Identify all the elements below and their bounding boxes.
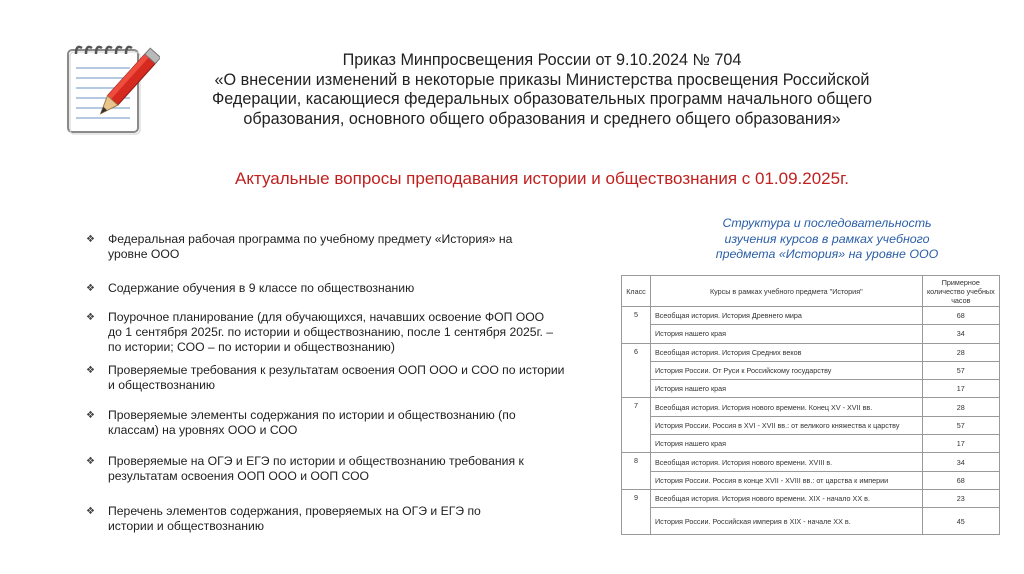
table-row bbox=[622, 416, 1000, 434]
list-item-line: Поурочное планирование (для обучающихся, начавших освоение ФОП ООО bbox=[108, 310, 545, 324]
column-header-class: Класс bbox=[622, 276, 651, 307]
table-caption bbox=[700, 216, 954, 263]
course-cell: Всеобщая история. История нового времени. XVIII в. bbox=[650, 453, 922, 471]
courses-table bbox=[621, 275, 1000, 535]
list-item-line: по истории; СОО – по истории и обществознанию) bbox=[108, 340, 395, 354]
title-line: «О внесении изменений в некоторые приказы Министерства просвещения Российской bbox=[214, 70, 870, 89]
list-item bbox=[86, 363, 606, 393]
hours-cell: 17 bbox=[922, 380, 999, 398]
hours-cell: 57 bbox=[922, 361, 999, 379]
table-row bbox=[622, 508, 1000, 535]
list-item-line: Проверяемые требования к результатам освоения ООП ООО и СОО по истории bbox=[108, 363, 565, 377]
course-cell: Всеобщая история. История нового времени. XIX - начало XX в. bbox=[650, 489, 922, 507]
hours-cell: 28 bbox=[922, 343, 999, 361]
class-cell: 8 bbox=[622, 453, 651, 490]
list-item-line: и обществознанию bbox=[108, 378, 216, 392]
list-item-line: Проверяемые элементы содержания по истории и обществознанию (по bbox=[108, 408, 516, 422]
list-item-line: до 1 сентября 2025г. по истории и обществознанию, после 1 сентября 2025г. – bbox=[108, 325, 554, 339]
bullet-marker-icon: ❖ bbox=[86, 312, 95, 323]
hours-cell: 23 bbox=[922, 489, 999, 507]
course-cell: История нашего края bbox=[650, 380, 922, 398]
bullet-marker-icon: ❖ bbox=[86, 456, 95, 467]
list-item bbox=[86, 310, 606, 355]
hours-cell: 68 bbox=[922, 471, 999, 489]
hours-cell: 28 bbox=[922, 398, 999, 416]
list-item-line: результатам освоения ООП ООО и ООП СОО bbox=[108, 469, 370, 483]
hours-cell: 34 bbox=[922, 325, 999, 343]
table-row bbox=[622, 343, 1000, 361]
list-item bbox=[86, 408, 606, 438]
class-cell: 9 bbox=[622, 489, 651, 534]
bullet-marker-icon: ❖ bbox=[86, 506, 95, 517]
list-item-line: Проверяемые на ОГЭ и ЕГЭ по истории и обществознанию требования к bbox=[108, 454, 524, 468]
table-row bbox=[622, 398, 1000, 416]
list-item-line: классам) на уровнях ООО и СОО bbox=[108, 423, 298, 437]
notepad-pencil-icon bbox=[60, 38, 160, 138]
list-item-line: Содержание обучения в 9 классе по обществознанию bbox=[108, 281, 415, 295]
table-row bbox=[622, 435, 1000, 453]
course-cell: История России. От Руси к Российскому государству bbox=[650, 361, 922, 379]
title-line: Федерации, касающиеся федеральных образовательных программ начального общего bbox=[211, 90, 873, 109]
bullet-marker-icon: ❖ bbox=[86, 283, 95, 294]
caption-line: изучения курсов в рамках учебного bbox=[724, 231, 930, 246]
hours-cell: 45 bbox=[922, 508, 999, 535]
bullet-marker-icon: ❖ bbox=[86, 365, 95, 376]
class-cell: 7 bbox=[622, 398, 651, 453]
hours-cell: 68 bbox=[922, 307, 999, 325]
column-header-course: Курсы в рамках учебного предмета "История" bbox=[650, 276, 922, 307]
title-line: Приказ Минпросвещения России от 9.10.2024 № 704 bbox=[342, 51, 742, 69]
caption-line: предмета «История» на уровне ООО bbox=[715, 247, 939, 261]
section-subtitle: Актуальные вопросы преподавания истории и обществознания с 01.09.2025г. bbox=[235, 169, 849, 188]
bullet-marker-icon: ❖ bbox=[86, 410, 95, 421]
list-item-line: Федеральная рабочая программа по учебному предмету «История» на bbox=[108, 232, 513, 246]
hours-cell: 57 bbox=[922, 416, 999, 434]
hours-cell: 34 bbox=[922, 453, 999, 471]
list-item bbox=[86, 504, 606, 534]
table-row bbox=[622, 471, 1000, 489]
course-cell: Всеобщая история. История нового времени. Конец XV - XVII вв. bbox=[650, 398, 922, 416]
list-item-line: истории и обществознанию bbox=[108, 519, 264, 533]
course-cell: Всеобщая история. История Средних веков bbox=[650, 343, 922, 361]
table-row bbox=[622, 361, 1000, 379]
course-cell: Всеобщая история. История Древнего мира bbox=[650, 307, 922, 325]
class-cell: 6 bbox=[622, 343, 651, 398]
title-line: образования, основного общего образования и среднего общего образования» bbox=[243, 109, 841, 128]
table-row bbox=[622, 489, 1000, 507]
table-row bbox=[622, 307, 1000, 325]
bullet-marker-icon: ❖ bbox=[86, 234, 95, 245]
document-title bbox=[180, 51, 904, 129]
list-item-line: Перечень элементов содержания, проверяемых на ОГЭ и ЕГЭ по bbox=[108, 504, 481, 518]
course-cell: История России. Россия в XVI - XVII вв.: от великого княжества к царству bbox=[650, 416, 922, 434]
list-item bbox=[86, 281, 606, 296]
caption-line: Структура и последовательность bbox=[722, 216, 932, 230]
list-item bbox=[86, 232, 606, 262]
table-row bbox=[622, 453, 1000, 471]
list-item-line: уровне ООО bbox=[108, 247, 180, 261]
course-cell: История России. Россия в конце XVII - XVIII вв.: от царства к империи bbox=[650, 471, 922, 489]
hours-cell: 17 bbox=[922, 435, 999, 453]
course-cell: История России. Российская империя в XIX - начале XX в. bbox=[650, 508, 922, 535]
course-cell: История нашего края bbox=[650, 325, 922, 343]
table-row bbox=[622, 380, 1000, 398]
list-item bbox=[86, 454, 606, 484]
table-row bbox=[622, 325, 1000, 343]
course-cell: История нашего края bbox=[650, 435, 922, 453]
class-cell: 5 bbox=[622, 307, 651, 344]
table-header-row bbox=[622, 276, 1000, 307]
column-header-hours: Примерное количество учебных часов bbox=[922, 276, 999, 307]
